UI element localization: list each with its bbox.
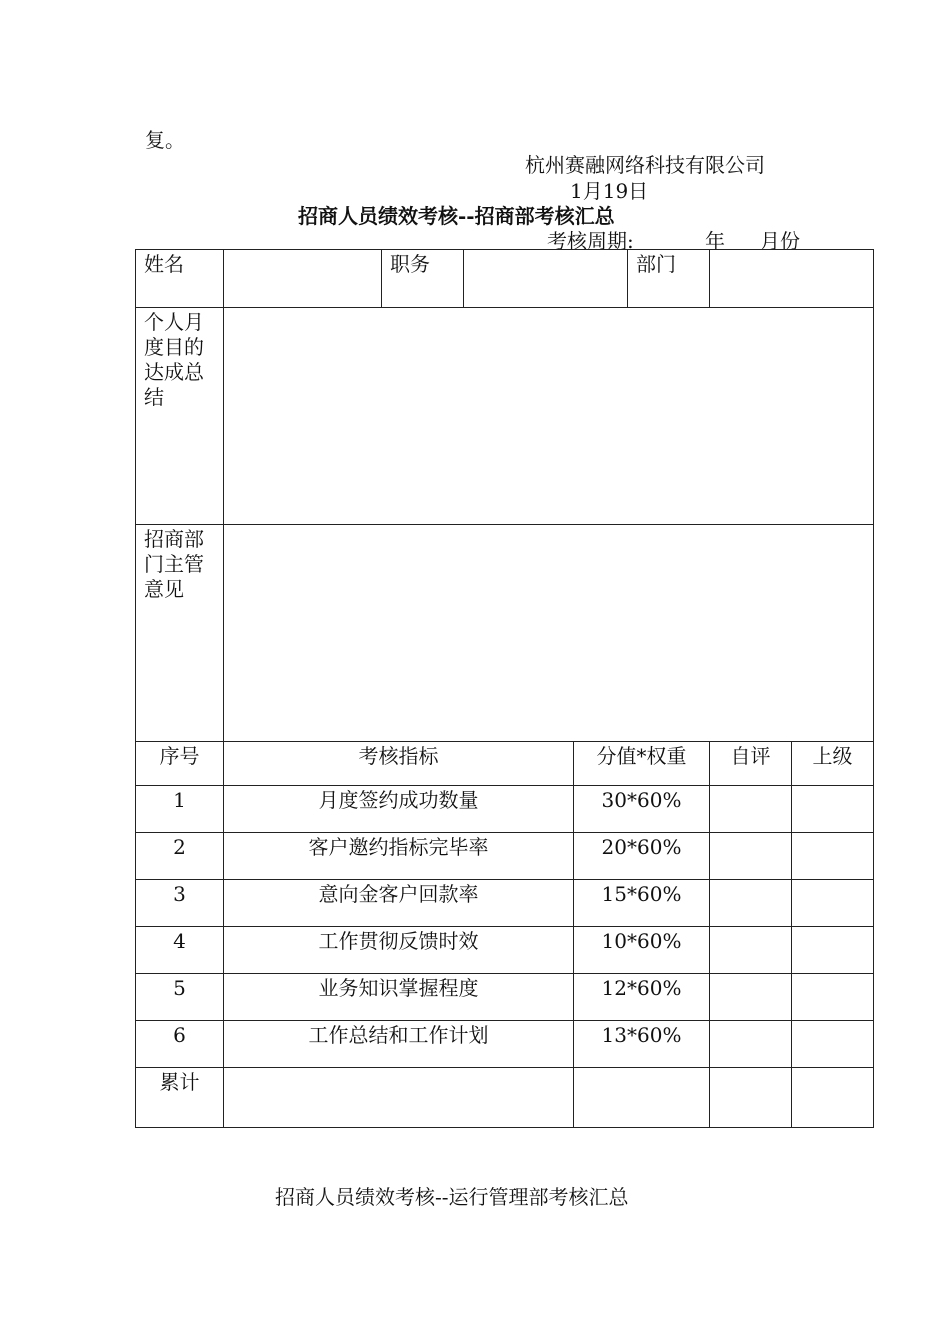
kpi-self-field[interactable] (710, 927, 792, 974)
position-label: 职务 (382, 250, 464, 308)
kpi-item: 工作贯彻反馈时效 (224, 927, 574, 974)
dept-label: 部门 (628, 250, 710, 308)
period-label: 考核周期: (547, 229, 634, 253)
total-self-field[interactable] (710, 1068, 792, 1128)
kpi-header-item: 考核指标 (224, 742, 574, 786)
kpi-item: 工作总结和工作计划 (224, 1021, 574, 1068)
kpi-no: 4 (136, 927, 224, 974)
total-label: 累计 (136, 1068, 224, 1128)
table-row (136, 1021, 874, 1068)
kpi-header-self: 自评 (710, 742, 792, 786)
kpi-superior-field[interactable] (792, 833, 874, 880)
table-row (136, 974, 874, 1021)
trailing-text: 复。 (145, 128, 185, 152)
kpi-item: 业务知识掌握程度 (224, 974, 574, 1021)
kpi-self-field[interactable] (710, 833, 792, 880)
name-label: 姓名 (136, 250, 224, 308)
kpi-no: 2 (136, 833, 224, 880)
kpi-score: 20*60% (574, 833, 710, 880)
total-score-field[interactable] (574, 1068, 710, 1128)
kpi-score: 10*60% (574, 927, 710, 974)
kpi-superior-field[interactable] (792, 786, 874, 833)
kpi-no: 3 (136, 880, 224, 927)
total-row (136, 1068, 874, 1128)
appraisal-form (135, 249, 874, 1128)
period-month: 月份 (760, 229, 800, 253)
table-row (136, 927, 874, 974)
kpi-superior-field[interactable] (792, 1021, 874, 1068)
kpi-no: 1 (136, 786, 224, 833)
name-field[interactable] (224, 250, 382, 308)
next-section-title: 招商人员绩效考核--运行管理部考核汇总 (275, 1185, 629, 1209)
kpi-score: 12*60% (574, 974, 710, 1021)
kpi-score: 15*60% (574, 880, 710, 927)
kpi-header-row (136, 742, 874, 786)
table-row (136, 833, 874, 880)
kpi-self-field[interactable] (710, 1021, 792, 1068)
form-title: 招商人员绩效考核--招商部考核汇总 (298, 204, 615, 228)
kpi-self-field[interactable] (710, 880, 792, 927)
summary-label: 个人月度目的达成总结 (136, 308, 224, 525)
summary-row (136, 308, 874, 525)
info-row (136, 250, 874, 308)
period-year: 年 (705, 229, 725, 253)
kpi-self-field[interactable] (710, 786, 792, 833)
kpi-header-no: 序号 (136, 742, 224, 786)
total-superior-field[interactable] (792, 1068, 874, 1128)
document-date: 1月19日 (570, 179, 649, 203)
position-field[interactable] (464, 250, 628, 308)
kpi-item: 意向金客户回款率 (224, 880, 574, 927)
dept-field[interactable] (710, 250, 874, 308)
kpi-no: 5 (136, 974, 224, 1021)
kpi-self-field[interactable] (710, 974, 792, 1021)
summary-field[interactable] (224, 308, 874, 525)
manager-opinion-field[interactable] (224, 525, 874, 742)
kpi-no: 6 (136, 1021, 224, 1068)
kpi-header-score: 分值*权重 (574, 742, 710, 786)
company-name: 杭州赛融网络科技有限公司 (525, 153, 765, 177)
total-item-field[interactable] (224, 1068, 574, 1128)
kpi-superior-field[interactable] (792, 880, 874, 927)
kpi-superior-field[interactable] (792, 974, 874, 1021)
kpi-header-superior: 上级 (792, 742, 874, 786)
kpi-score: 13*60% (574, 1021, 710, 1068)
kpi-item: 客户邀约指标完毕率 (224, 833, 574, 880)
kpi-superior-field[interactable] (792, 927, 874, 974)
table-row (136, 786, 874, 833)
manager-opinion-label: 招商部门主管意见 (136, 525, 224, 742)
kpi-score: 30*60% (574, 786, 710, 833)
kpi-item: 月度签约成功数量 (224, 786, 574, 833)
manager-opinion-row (136, 525, 874, 742)
table-row (136, 880, 874, 927)
